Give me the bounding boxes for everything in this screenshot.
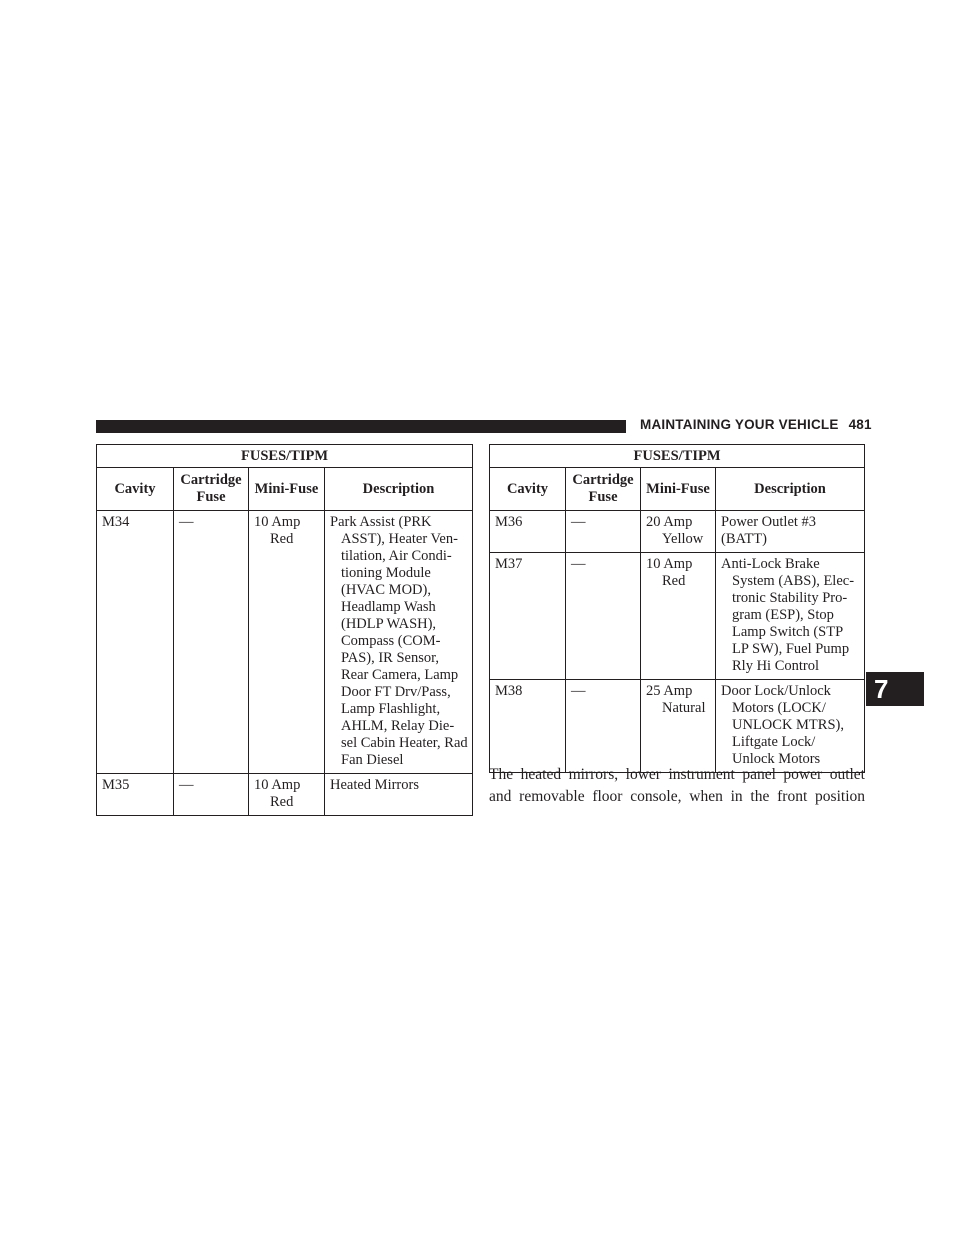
col-header-mini-fuse: Mini-Fuse <box>249 468 325 511</box>
cartridge-cell: — <box>179 514 194 530</box>
description-first-line: Door Lock/Unlock <box>721 683 831 699</box>
fuse-table-right <box>489 444 865 773</box>
cartridge-cell: — <box>571 514 586 530</box>
body-paragraph: The heated mirrors, lower instrument panel power outlet and removable floor console, when in the front position <box>489 766 865 805</box>
chapter-tab: 7 <box>866 672 924 706</box>
cavity-cell: M38 <box>495 683 523 699</box>
section-title: MAINTAINING YOUR VEHICLE <box>640 417 839 432</box>
table-title: FUSES/TIPM <box>490 445 865 468</box>
mini-fuse-amp: 10 Amp <box>254 514 301 530</box>
col-header-description: Description <box>716 468 865 511</box>
page-number: 481 <box>848 417 872 432</box>
cartridge-cell: — <box>571 556 586 572</box>
table-row <box>490 553 865 680</box>
mini-fuse-color: Red <box>270 531 294 547</box>
cartridge-cell: — <box>179 777 194 793</box>
fuse-table-left <box>96 444 473 816</box>
running-header <box>640 417 872 432</box>
description-rest: ASST), Heater Ven-tilation, Air Condi-tioning Module (HVAC MOD), Headlamp Wash (HDLP WASH), Compass (COM-PAS), IR Sensor, Rear Camera, Lamp Door FT Drv/Pass, Lamp Flashlight, AHLM, Relay Die-sel Cabin Heater, Rad Fan Diesel <box>341 531 468 768</box>
col-header-mini-fuse: Mini-Fuse <box>641 468 716 511</box>
description-rest: (BATT) <box>721 531 767 547</box>
table-row <box>97 511 473 774</box>
mini-fuse-color: Natural <box>662 700 706 716</box>
table-row <box>490 680 865 773</box>
mini-fuse-amp: 10 Amp <box>646 556 693 572</box>
col-header-cartridge-fuse: Cartridge Fuse <box>566 468 641 511</box>
description-rest: Motors (LOCK/ UNLOCK MTRS), Liftgate Lock/ Unlock Motors <box>732 700 844 767</box>
col-header-description: Description <box>325 468 473 511</box>
cavity-cell: M36 <box>495 514 523 530</box>
mini-fuse-amp: 20 Amp <box>646 514 693 530</box>
mini-fuse-color: Yellow <box>662 531 704 547</box>
col-header-cavity: Cavity <box>490 468 566 511</box>
mini-fuse-color: Red <box>662 573 686 589</box>
header-rule <box>96 420 626 433</box>
mini-fuse-color: Red <box>270 794 294 810</box>
mini-fuse-amp: 25 Amp <box>646 683 693 699</box>
mini-fuse-amp: 10 Amp <box>254 777 301 793</box>
col-header-cartridge-fuse: Cartridge Fuse <box>174 468 249 511</box>
table-row <box>490 511 865 553</box>
col-header-cavity: Cavity <box>97 468 174 511</box>
cavity-cell: M35 <box>102 777 130 793</box>
description-first-line: Park Assist (PRK <box>330 514 432 530</box>
description-rest: System (ABS), Elec-tronic Stability Pro-gram (ESP), Stop Lamp Switch (STP LP SW), Fuel Pump Rly Hi Control <box>732 573 855 674</box>
cartridge-cell: — <box>571 683 586 699</box>
table-row <box>97 774 473 816</box>
description-first-line: Anti-Lock Brake <box>721 556 820 572</box>
description-first-line: Heated Mirrors <box>330 777 419 793</box>
description-first-line: Power Outlet #3 <box>721 514 817 530</box>
cavity-cell: M34 <box>102 514 130 530</box>
cavity-cell: M37 <box>495 556 523 572</box>
table-title: FUSES/TIPM <box>97 445 473 468</box>
